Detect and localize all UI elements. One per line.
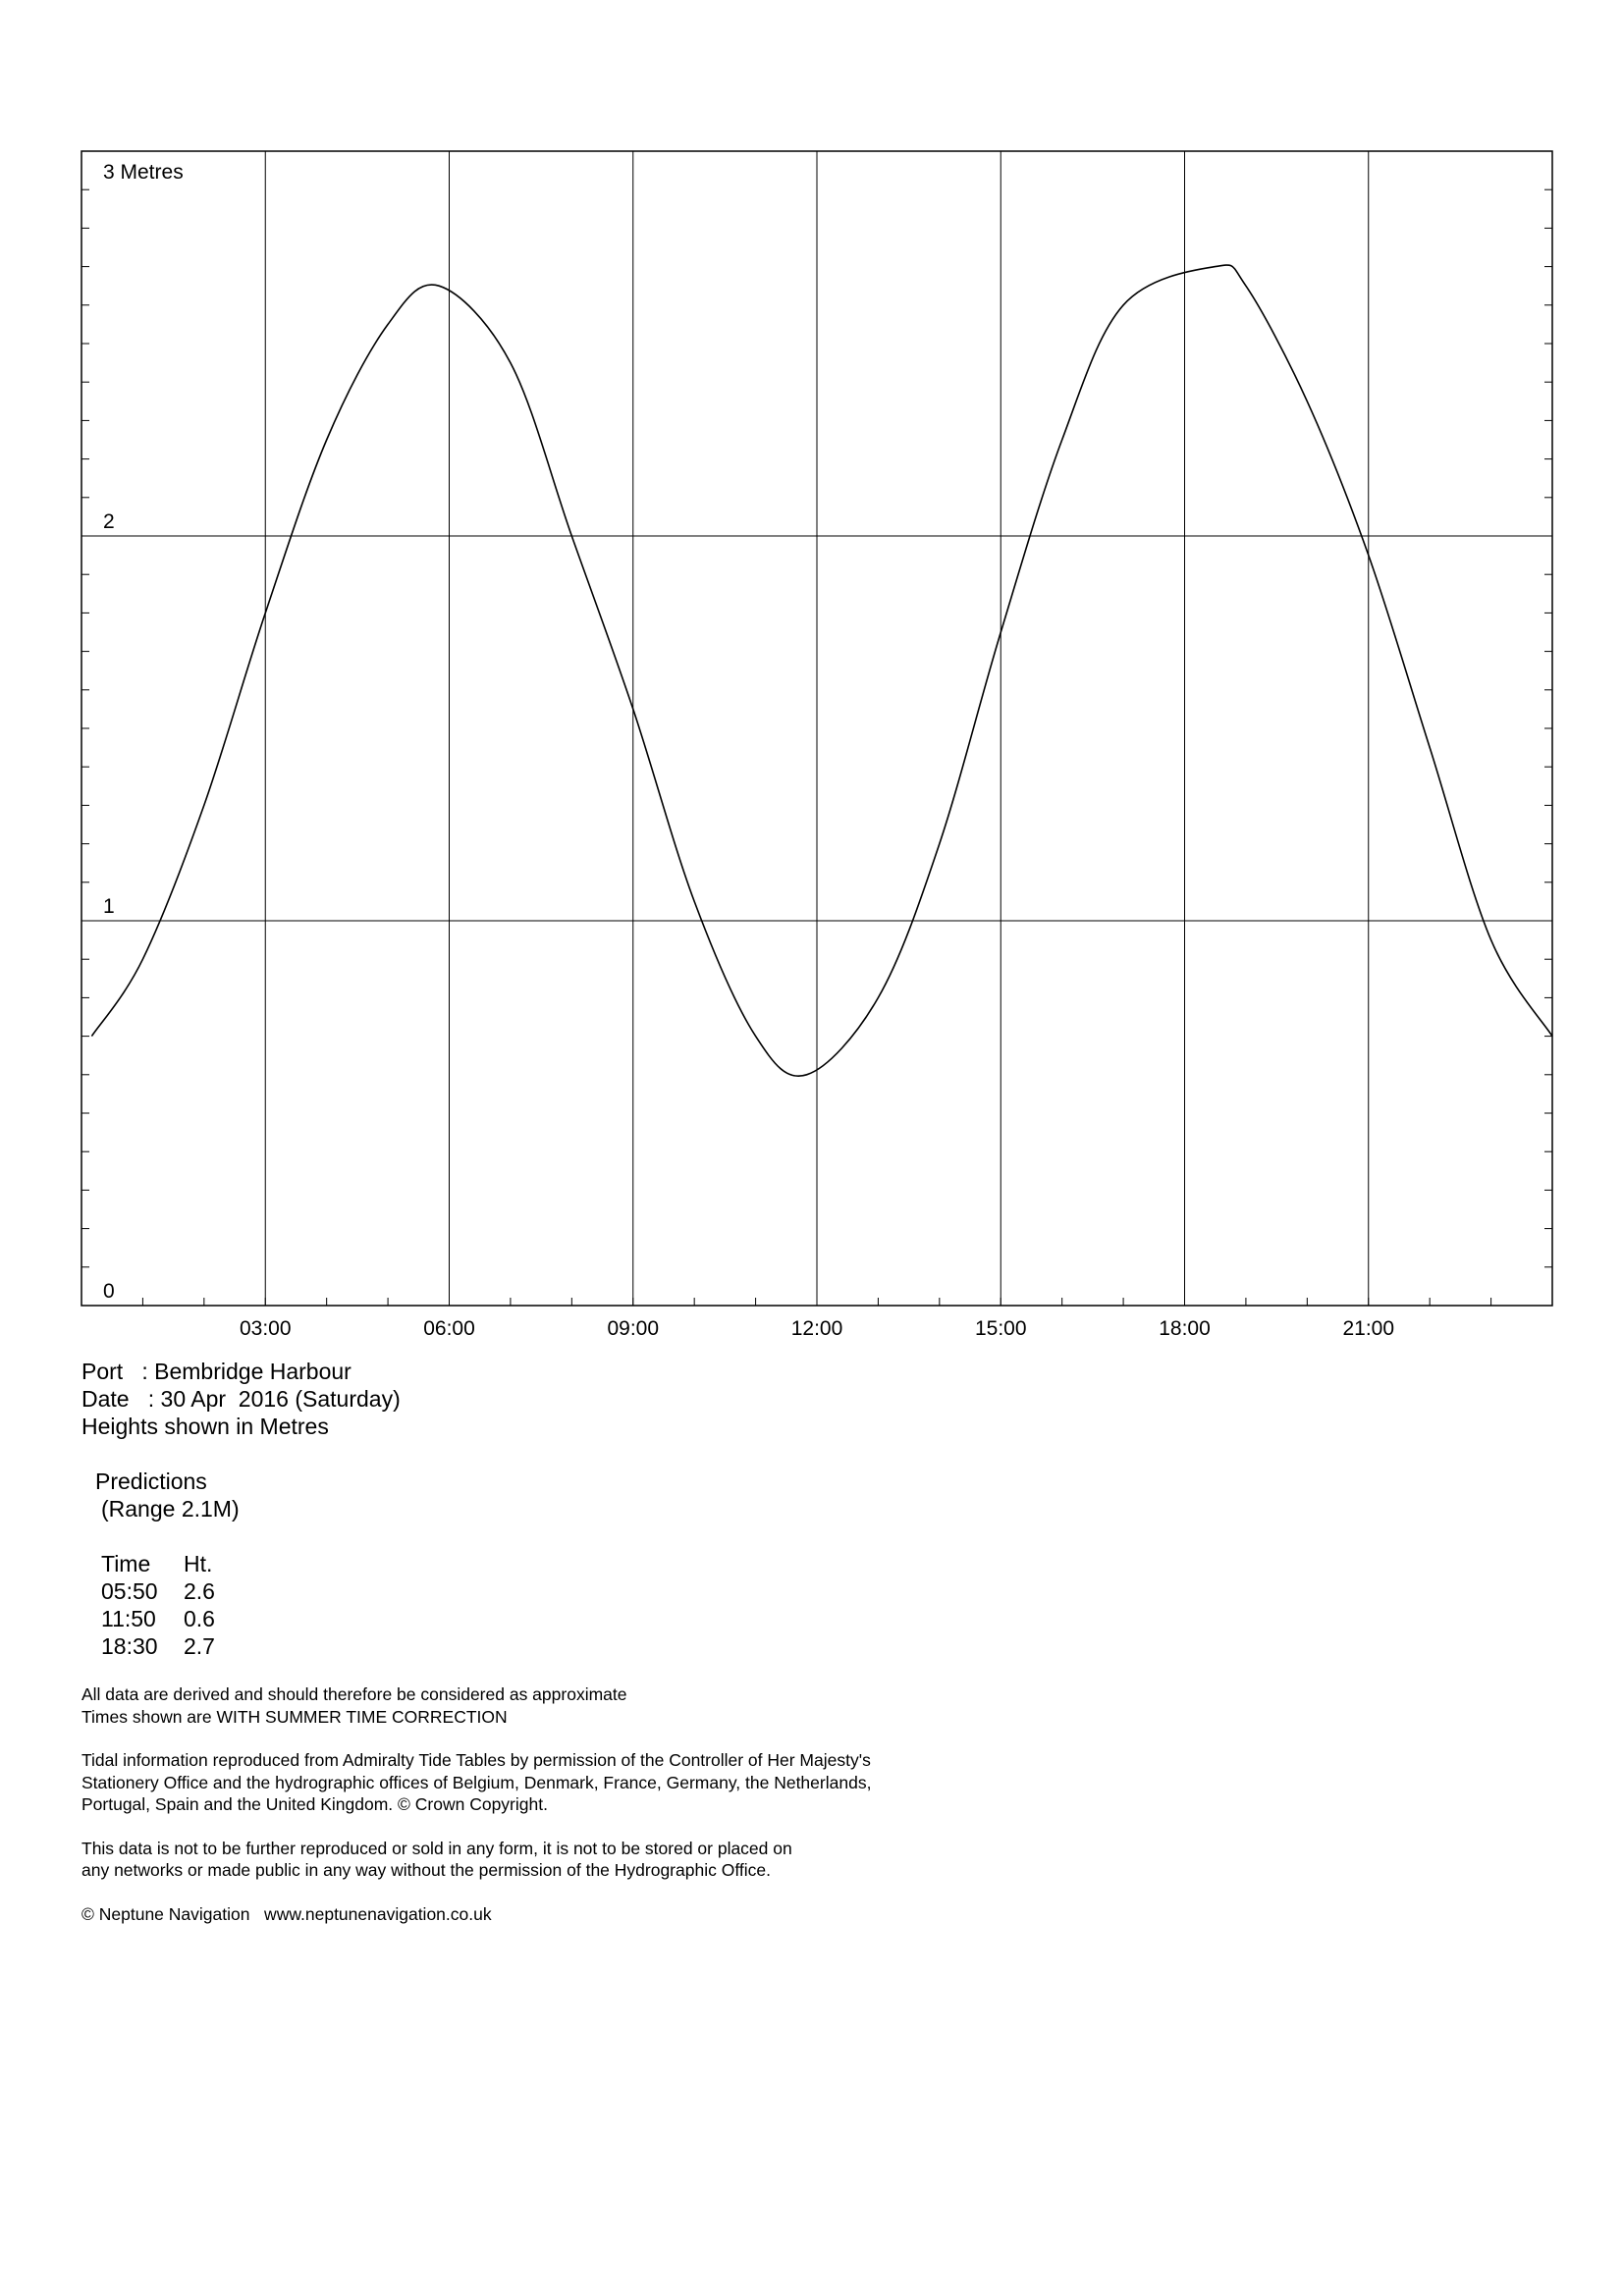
predictions-header-row xyxy=(101,1550,215,1577)
approximation-note xyxy=(81,1683,1162,1728)
y-tick-label: 1 xyxy=(103,895,115,918)
prediction-height: 0.6 xyxy=(184,1606,215,1631)
copyright-line-1: Tidal information reproduced from Admiralty Tide Tables by permission of the Controller of Her Majesty's xyxy=(81,1750,871,1770)
units-line: Heights shown in Metres xyxy=(81,1414,329,1439)
notes-section xyxy=(81,1683,1162,1925)
table-row xyxy=(101,1605,215,1632)
tide-info-panel xyxy=(81,1358,1162,1947)
approximation-line-2: Times shown are WITH SUMMER TIME CORRECTION xyxy=(81,1706,508,1727)
x-tick-label: 06:00 xyxy=(423,1317,475,1335)
copyright-line-2: Stationery Office and the hydrographic offices of Belgium, Denmark, France, Germany, the Netherlands, xyxy=(81,1772,872,1792)
y-tick-label: 0 xyxy=(103,1280,115,1303)
table-row xyxy=(101,1577,215,1605)
port-line: Port : Bembridge Harbour xyxy=(81,1359,352,1384)
x-tick-label: 03:00 xyxy=(239,1317,292,1335)
time-column-header: Time xyxy=(101,1551,151,1576)
x-tick-label: 18:00 xyxy=(1159,1317,1211,1335)
prediction-time: 05:50 xyxy=(101,1578,158,1604)
copyright-note xyxy=(81,1749,1162,1816)
restriction-line-1: This data is not to be further reproduced or sold in any form, it is not to be stored or placed on xyxy=(81,1838,792,1858)
prediction-time: 11:50 xyxy=(101,1606,156,1631)
restriction-note xyxy=(81,1838,1162,1882)
date-line: Date : 30 Apr 2016 (Saturday) xyxy=(81,1386,401,1412)
prediction-height: 2.7 xyxy=(184,1633,215,1659)
y-tick-label: 2 xyxy=(103,510,115,533)
prediction-height: 2.6 xyxy=(184,1578,215,1604)
table-row xyxy=(101,1632,215,1660)
footer-credit: © Neptune Navigation www.neptunenavigation.co.uk xyxy=(81,1903,492,1924)
predictions-range: (Range 2.1M) xyxy=(101,1496,240,1522)
x-tick-label: 21:00 xyxy=(1342,1317,1395,1335)
approximation-line-1: All data are derived and should therefore be considered as approximate xyxy=(81,1684,627,1704)
predictions-table xyxy=(101,1550,215,1660)
restriction-line-2: any networks or made public in any way without the permission of the Hydrographic Office. xyxy=(81,1860,771,1880)
predictions-title: Predictions xyxy=(95,1468,207,1494)
copyright-line-3: Portugal, Spain and the United Kingdom. © Crown Copyright. xyxy=(81,1794,548,1814)
y-axis-labels xyxy=(103,161,184,1303)
x-tick-label: 12:00 xyxy=(790,1317,843,1335)
tide-height-curve xyxy=(91,265,1552,1076)
prediction-time: 18:30 xyxy=(101,1633,158,1659)
height-column-header: Ht. xyxy=(184,1551,213,1576)
x-axis-labels xyxy=(240,1317,1394,1335)
x-tick-label: 09:00 xyxy=(607,1317,660,1335)
x-tick-label: 15:00 xyxy=(974,1317,1027,1335)
grid-lines xyxy=(81,151,1552,1306)
y-tick-label: 3 Metres xyxy=(103,161,184,184)
